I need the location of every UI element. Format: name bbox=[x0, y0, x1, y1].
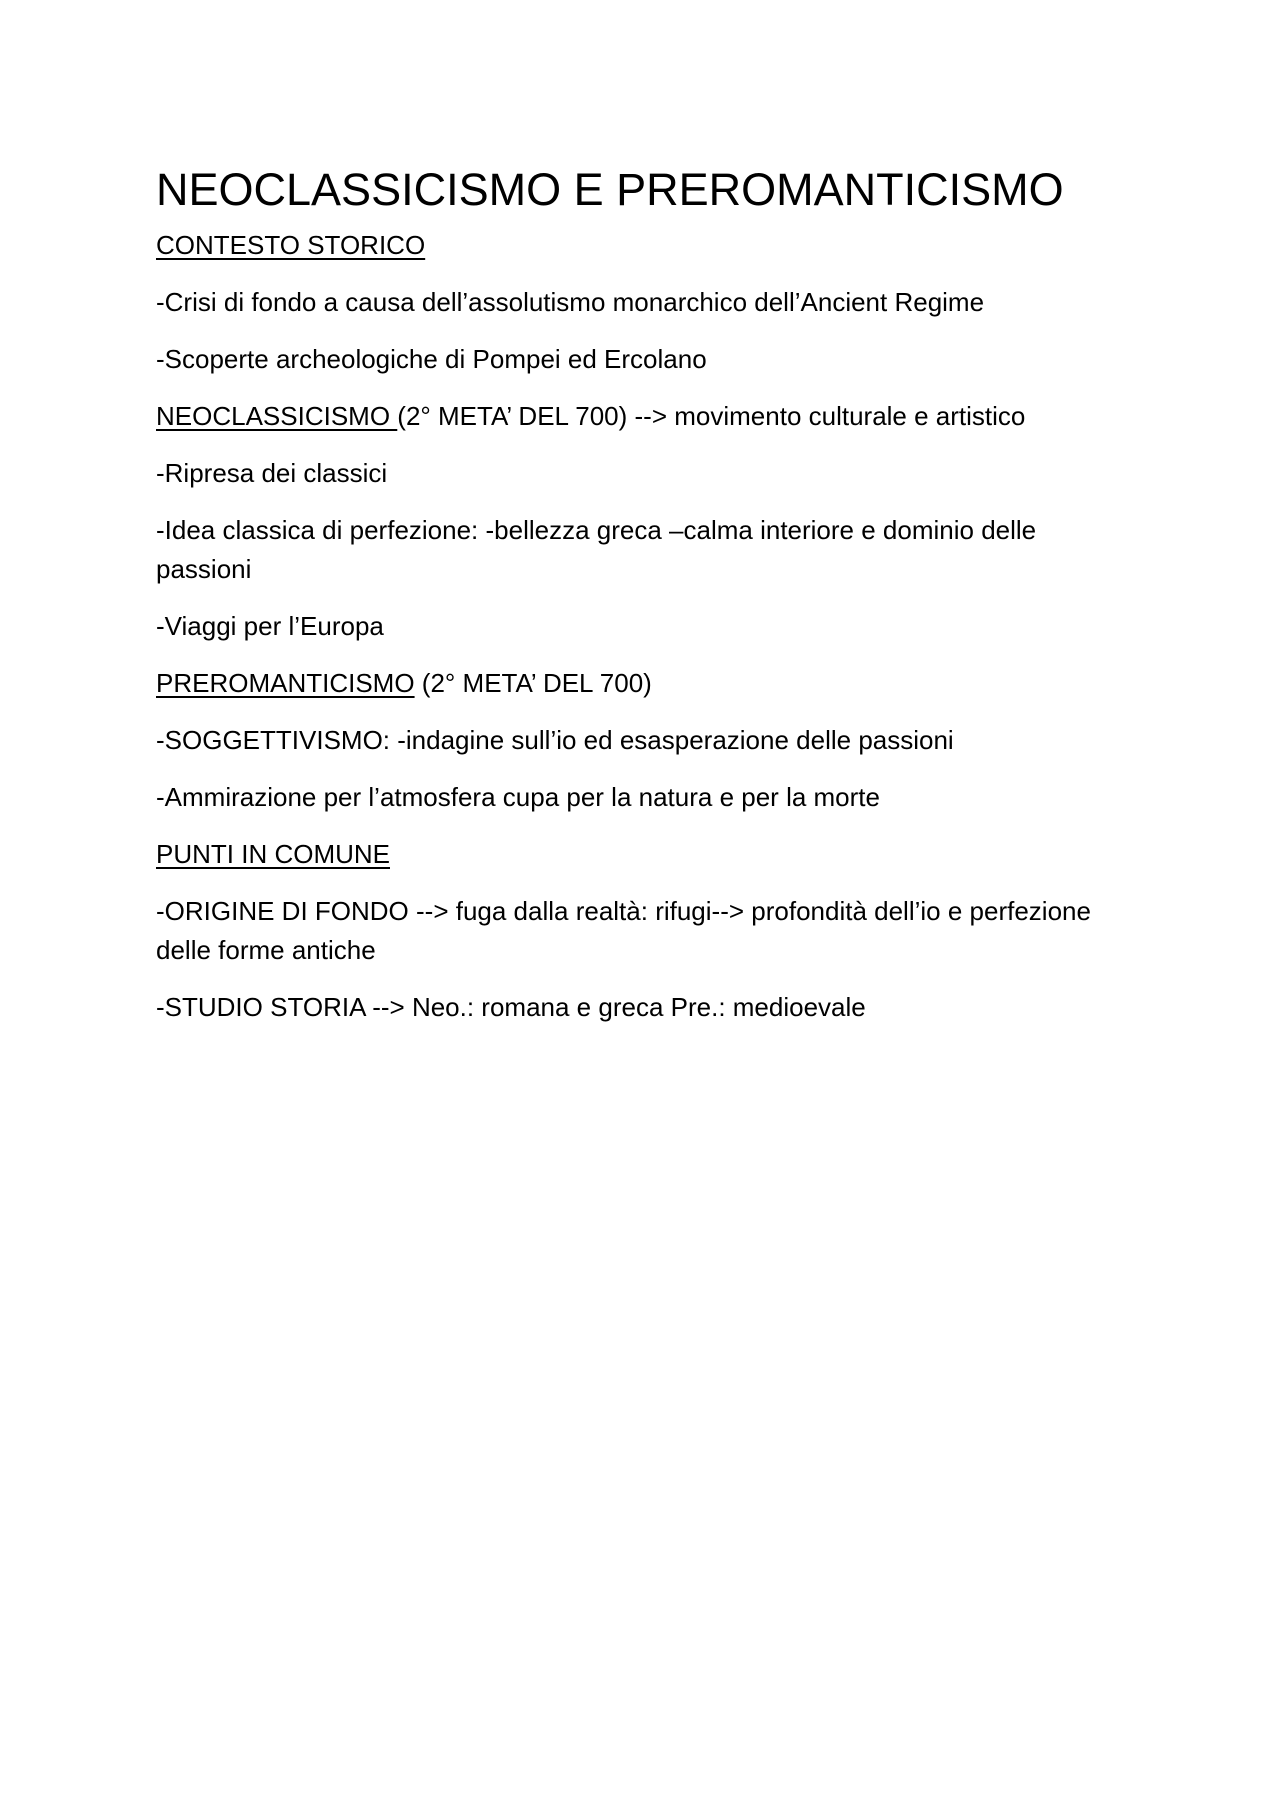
document-body bbox=[156, 160, 1116, 1045]
list-item: -ORIGINE DI FONDO --> fuga dalla realtà: rifugi--> profondità dell’io e perfezione delle forme antiche bbox=[156, 896, 1091, 965]
section-heading-preromanticismo bbox=[156, 664, 1116, 703]
list-item: -Scoperte archeologiche di Pompei ed Ercolano bbox=[156, 344, 707, 374]
list-item: -STUDIO STORIA --> Neo.: romana e greca Pre.: medioevale bbox=[156, 992, 866, 1022]
list-item: -Ripresa dei classici bbox=[156, 458, 388, 488]
list-item: -Idea classica di perfezione: -bellezza greca –calma interiore e dominio delle passioni bbox=[156, 515, 1037, 584]
heading-preromanticismo-rest: (2° META’ DEL 700) bbox=[414, 668, 652, 698]
section-heading-contesto bbox=[156, 226, 1116, 265]
heading-neoclassicismo-rest: (2° META’ DEL 700) --> movimento culturale e artistico bbox=[397, 401, 1026, 431]
section-heading-neoclassicismo bbox=[156, 397, 1116, 436]
list-item: -Crisi di fondo a causa dell’assolutismo monarchico dell’Ancient Regime bbox=[156, 287, 985, 317]
list-item: -Ammirazione per l’atmosfera cupa per la natura e per la morte bbox=[156, 782, 880, 812]
document-title: NEOCLASSICISMO E PREROMANTICISMO bbox=[156, 164, 1064, 215]
heading-preromanticismo-text: PREROMANTICISMO bbox=[156, 668, 415, 698]
heading-punti-text: PUNTI IN COMUNE bbox=[156, 839, 390, 869]
list-item: -Viaggi per l’Europa bbox=[156, 611, 384, 641]
heading-neoclassicismo-text: NEOCLASSICISMO bbox=[156, 401, 398, 431]
list-item: -SOGGETTIVISMO: -indagine sull’io ed esasperazione delle passioni bbox=[156, 725, 954, 755]
heading-contesto-text: CONTESTO STORICO bbox=[156, 230, 426, 260]
section-heading-punti bbox=[156, 835, 1116, 874]
